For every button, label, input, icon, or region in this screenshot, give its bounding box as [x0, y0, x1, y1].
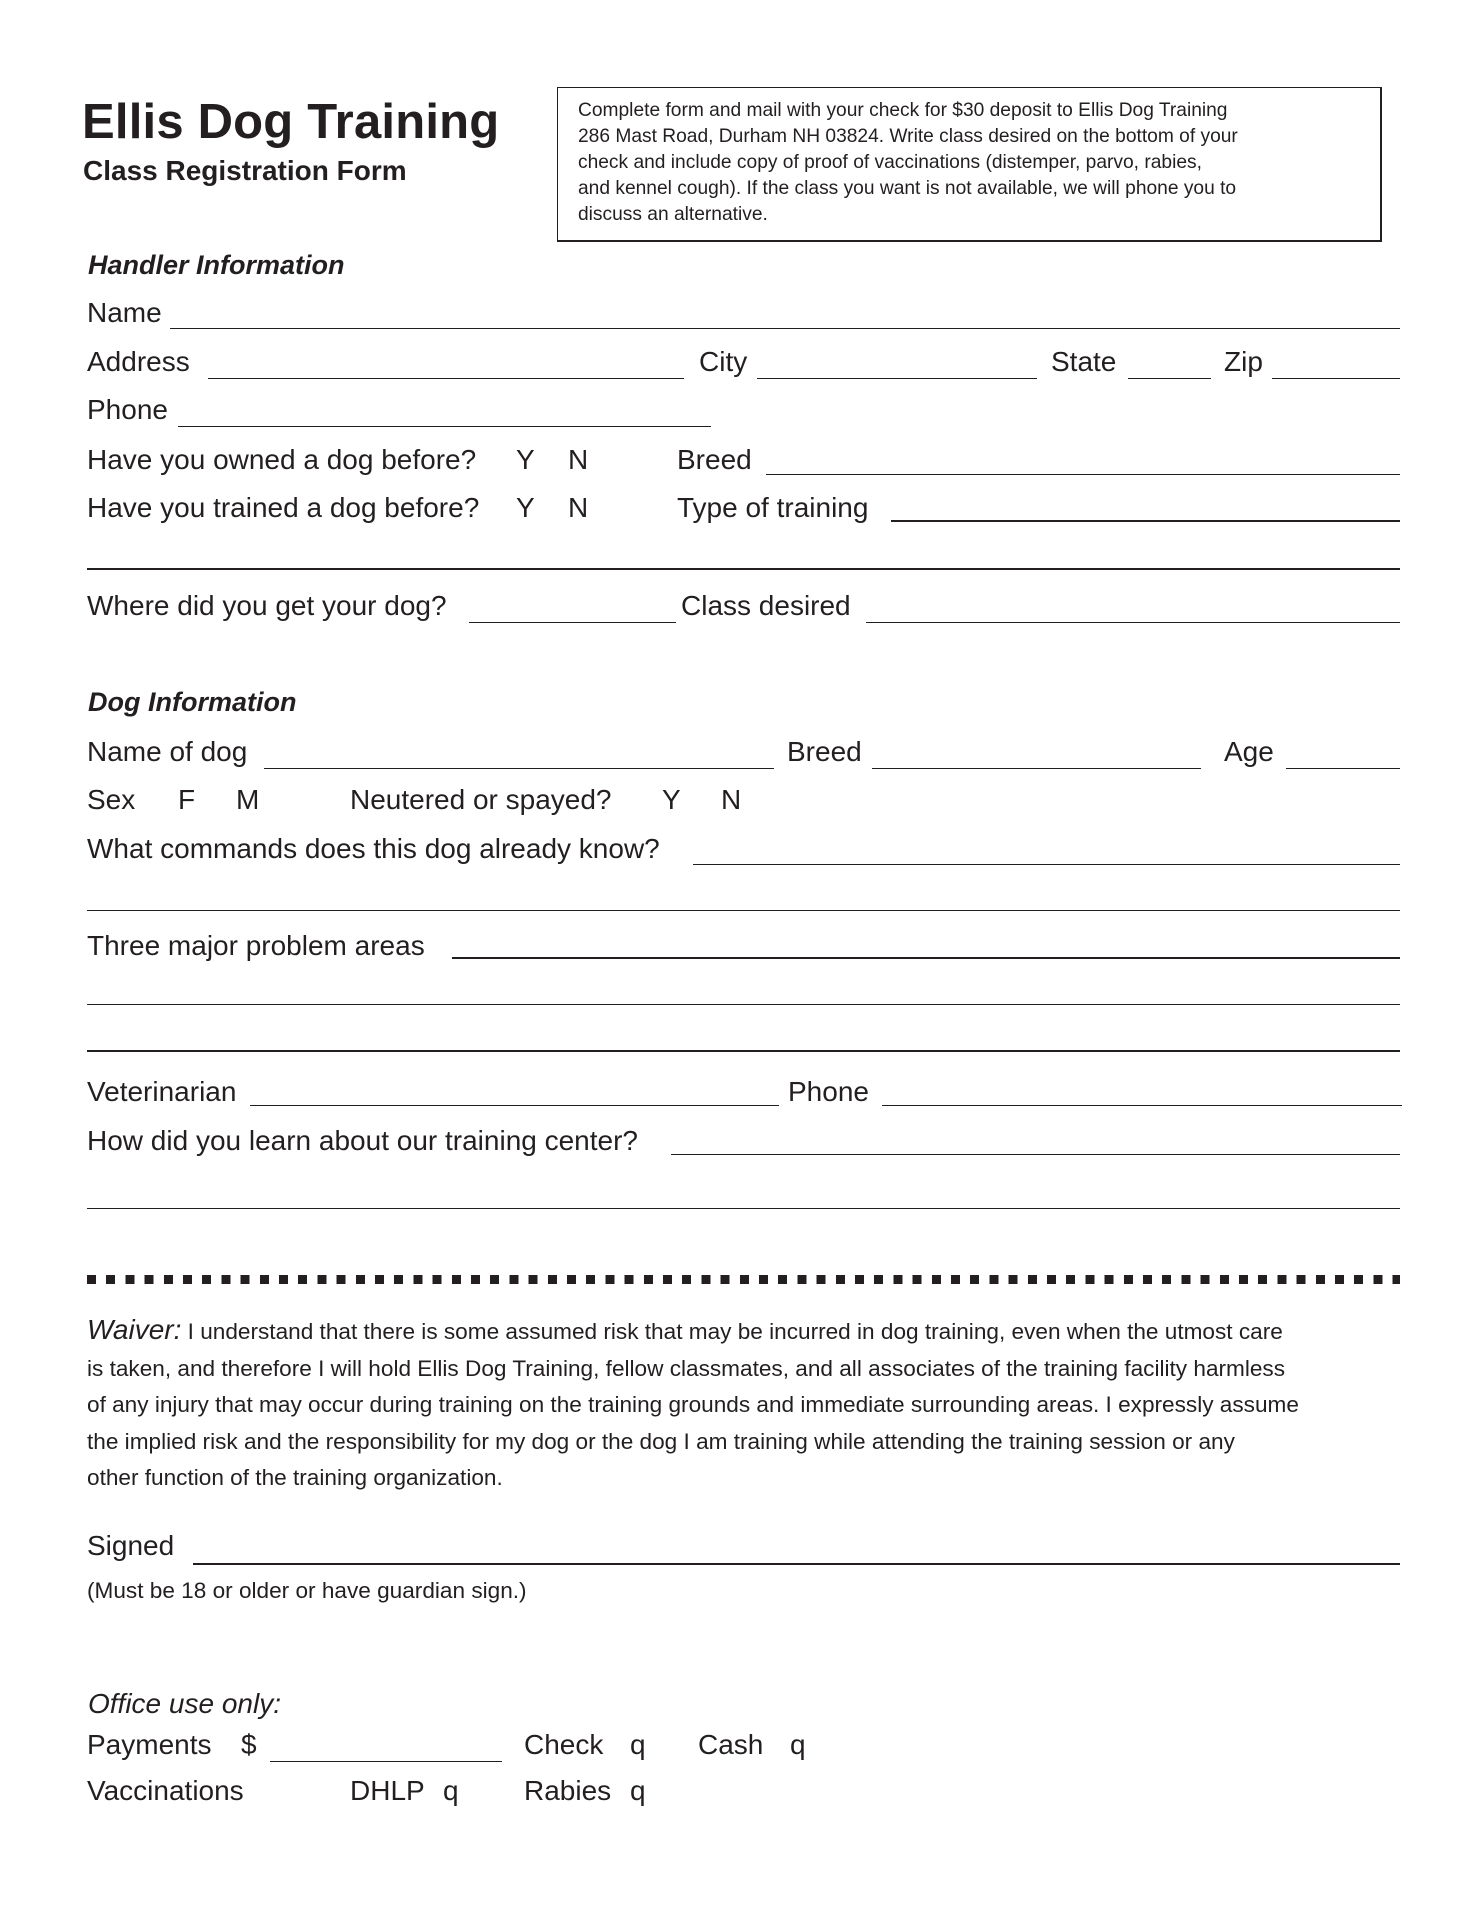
dog-breed-label: Breed [787, 736, 862, 767]
dhlp-checkbox-icon[interactable]: q [443, 1775, 459, 1806]
address-label: Address [87, 346, 190, 377]
learn-about-label: How did you learn about our training center? [87, 1125, 639, 1156]
handler-section-heading: Handler Information [88, 250, 345, 280]
handler-phone-label: Phone [87, 394, 168, 425]
waiver-line: I understand that there is some assumed risk that may be incurred in dog training, even when the utmost care [181, 1319, 1283, 1344]
problem-area-field-1[interactable] [452, 957, 1400, 959]
cash-checkbox-icon[interactable]: q [790, 1729, 806, 1760]
neutered-no-option[interactable]: N [721, 784, 742, 815]
trained-dog-question: Have you trained a dog before? [87, 492, 480, 523]
neutered-question: Neutered or spayed? [350, 784, 612, 815]
sex-female-option[interactable]: F [178, 784, 196, 815]
instructions-line: and kennel cough). If the class you want is not available, we will phone you to [578, 178, 1237, 199]
rabies-checkbox-icon[interactable]: q [630, 1775, 646, 1806]
payments-label: Payments [87, 1729, 212, 1760]
dog-section-heading: Dog Information [88, 687, 297, 717]
where-got-dog-label: Where did you get your dog? [87, 590, 447, 621]
office-use-heading: Office use only: [88, 1688, 281, 1719]
dog-name-field[interactable] [264, 768, 774, 769]
form-subtitle: Class Registration Form [83, 155, 407, 186]
dog-name-label: Name of dog [87, 736, 248, 767]
trained-dog-no-option[interactable]: N [568, 492, 589, 523]
learn-about-field[interactable] [671, 1154, 1400, 1155]
vet-phone-field[interactable] [882, 1105, 1402, 1106]
where-got-dog-field[interactable] [469, 622, 676, 623]
currency-symbol: $ [241, 1729, 257, 1760]
signature-note: (Must be 18 or older or have guardian sign.) [87, 1578, 527, 1603]
waiver-line: the implied risk and the responsibility for my dog or the dog I am training while attending the training session or any [87, 1428, 1235, 1454]
training-type-label: Type of training [677, 492, 869, 523]
handler-breed-field[interactable] [766, 474, 1400, 475]
city-field[interactable] [757, 378, 1037, 379]
waiver-text [87, 1312, 1417, 1497]
rabies-label: Rabies [524, 1775, 612, 1806]
sex-label: Sex [87, 784, 136, 815]
zip-field[interactable] [1272, 378, 1400, 379]
dog-breed-field[interactable] [872, 768, 1201, 769]
check-label: Check [524, 1729, 604, 1760]
signed-label: Signed [87, 1530, 175, 1561]
instructions-line: Complete form and mail with your check for $30 deposit to Ellis Dog Training [578, 100, 1228, 121]
class-desired-field[interactable] [866, 622, 1400, 623]
form-title: Ellis Dog Training [82, 95, 500, 149]
handler-name-label: Name [87, 297, 162, 328]
zip-label: Zip [1224, 346, 1263, 377]
problem-area-field-3[interactable] [87, 1050, 1400, 1052]
cash-label: Cash [698, 1729, 764, 1760]
waiver-line: is taken, and therefore I will hold Ellis Dog Training, fellow classmates, and all associates of the training facility harmless [87, 1355, 1286, 1381]
class-desired-label: Class desired [681, 590, 851, 621]
address-field[interactable] [208, 378, 684, 379]
commands-label: What commands does this dog already know? [87, 833, 660, 864]
owned-dog-no-option[interactable]: N [568, 444, 589, 475]
instructions-line: check and include copy of proof of vaccinations (distemper, parvo, rabies, [578, 152, 1202, 173]
payment-amount-field[interactable] [270, 1761, 502, 1762]
instructions-box [557, 87, 1382, 242]
commands-field[interactable] [693, 864, 1400, 865]
problem-area-field-2[interactable] [87, 1004, 1400, 1005]
veterinarian-label: Veterinarian [87, 1076, 237, 1107]
waiver-line: of any injury that may occur during training on the training grounds and immediate surrounding areas. I expressly assume [87, 1392, 1299, 1418]
dog-age-field[interactable] [1286, 768, 1400, 769]
trained-dog-yes-option[interactable]: Y [516, 492, 535, 523]
veterinarian-field[interactable] [250, 1105, 779, 1106]
signature-field[interactable] [193, 1563, 1400, 1565]
learn-about-continuation-field[interactable] [87, 1208, 1400, 1209]
vaccinations-label: Vaccinations [87, 1775, 244, 1806]
owned-dog-question: Have you owned a dog before? [87, 444, 477, 475]
waiver-line: other function of the training organization. [87, 1465, 503, 1491]
training-type-continuation-field[interactable] [87, 568, 1400, 570]
handler-phone-field[interactable] [178, 426, 711, 427]
neutered-yes-option[interactable]: Y [662, 784, 681, 815]
handler-name-field[interactable] [170, 328, 1400, 329]
sex-male-option[interactable]: M [236, 784, 260, 815]
problem-areas-label: Three major problem areas [87, 930, 425, 961]
state-label: State [1051, 346, 1117, 377]
dhlp-label: DHLP [350, 1775, 425, 1806]
instructions-line: discuss an alternative. [578, 204, 768, 225]
waiver-heading: Waiver: [87, 1314, 182, 1345]
handler-breed-label: Breed [677, 444, 752, 475]
owned-dog-yes-option[interactable]: Y [516, 444, 535, 475]
instructions-line: 286 Mast Road, Durham NH 03824. Write class desired on the bottom of your [578, 126, 1238, 147]
tear-off-separator [87, 1275, 1400, 1284]
training-type-field[interactable] [891, 520, 1400, 522]
check-checkbox-icon[interactable]: q [630, 1729, 646, 1760]
commands-continuation-field[interactable] [87, 910, 1400, 911]
city-label: City [699, 346, 748, 377]
dog-age-label: Age [1224, 736, 1274, 767]
state-field[interactable] [1128, 378, 1211, 379]
vet-phone-label: Phone [788, 1076, 869, 1107]
